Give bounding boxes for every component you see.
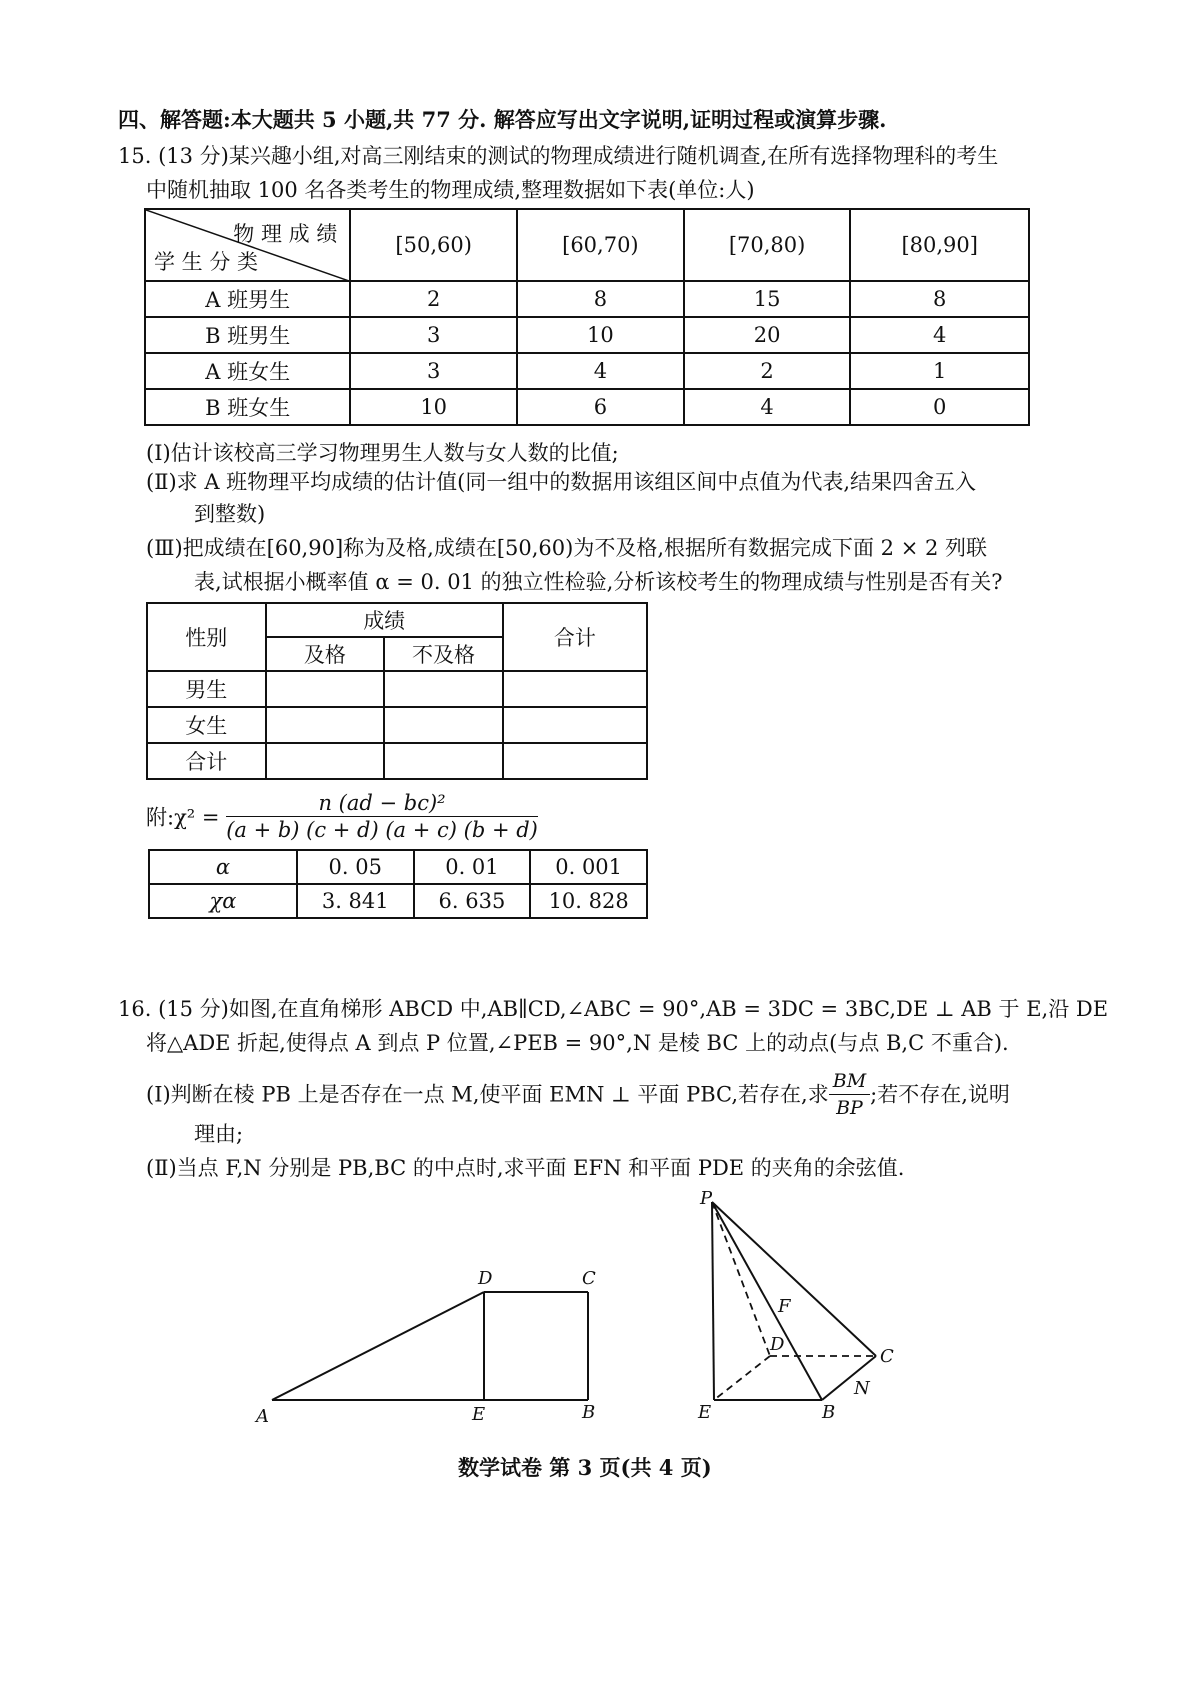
q16-part1 [146, 1068, 1010, 1121]
empty-cell [266, 707, 385, 743]
table-cell: 15 [684, 281, 851, 317]
edge-PC [712, 1202, 876, 1356]
table-corner-cell [145, 209, 350, 281]
label-C: C [582, 1268, 596, 1289]
row-label: 男生 [147, 671, 266, 707]
pass-header: 及格 [266, 637, 385, 671]
table-cell: 1 [850, 353, 1029, 389]
column-header: [60,70) [517, 209, 684, 281]
table-cell: 2 [350, 281, 517, 317]
edge-AD [272, 1292, 484, 1400]
alpha-value: 0. 01 [414, 850, 531, 884]
edge-PD [712, 1202, 770, 1356]
row-label: 合计 [147, 743, 266, 779]
corner-top-label: 物 理 成 绩 [233, 222, 338, 246]
chi-value: 10. 828 [530, 884, 647, 918]
label-A: A [256, 1406, 269, 1427]
q16-part1-tail: ;若不存在,说明 [870, 1082, 1010, 1107]
total-header: 合计 [503, 603, 647, 671]
table-row [147, 743, 647, 779]
table-cell: 4 [517, 353, 684, 389]
label-B: B [582, 1402, 596, 1423]
table-cell: 2 [684, 353, 851, 389]
critical-value-table [148, 849, 648, 919]
label-P: P [700, 1188, 713, 1209]
edge-PE [712, 1202, 714, 1400]
fail-header: 不及格 [384, 637, 503, 671]
table-row [145, 281, 1029, 317]
column-header: [80,90] [850, 209, 1029, 281]
table-cell: 0 [850, 389, 1029, 425]
q15-line1: 15. (13 分)某兴趣小组,对高三刚结束的测试的物理成绩进行随机调查,在所有选择物理科的考生 [118, 144, 999, 168]
ratio-fraction [829, 1068, 870, 1121]
q16-line2: 将△ADE 折起,使得点 A 到点 P 位置,∠PEB = 90°,N 是棱 BC 上的动点(与点 B,C 不重合). [146, 1031, 1009, 1055]
empty-cell [266, 671, 385, 707]
formula-numerator: n (ad − bc)² [226, 790, 538, 817]
empty-cell [503, 743, 647, 779]
corner-bottom-label: 学 生 分 类 [154, 250, 259, 274]
table-cell: 3 [350, 317, 517, 353]
empty-cell [384, 707, 503, 743]
score-distribution-table [144, 208, 1030, 426]
empty-cell [503, 707, 647, 743]
row-label: 女生 [147, 707, 266, 743]
trapezoid-figure [240, 1260, 620, 1430]
table-row [147, 671, 647, 707]
chi-value: 6. 635 [414, 884, 531, 918]
table-cell: 6 [517, 389, 684, 425]
alpha-label: α [149, 850, 297, 884]
chi-value: 3. 841 [297, 884, 414, 918]
table-row [145, 353, 1029, 389]
edge-DE [714, 1356, 770, 1400]
row-label: B 班女生 [145, 389, 350, 425]
table-cell: 20 [684, 317, 851, 353]
table-cell: 8 [850, 281, 1029, 317]
table-row [147, 707, 647, 743]
q15-part3-line2: 表,试根据小概率值 α = 0. 01 的独立性检验,分析该校考生的物理成绩与性别是否有关? [194, 570, 1003, 594]
pyramid-figure [680, 1186, 920, 1426]
q16-part1-line2: 理由; [194, 1122, 244, 1146]
gender-header: 性别 [147, 603, 266, 671]
table-cell: 4 [684, 389, 851, 425]
table-cell: 3 [350, 353, 517, 389]
empty-cell [503, 671, 647, 707]
section-heading: 四、解答题:本大题共 5 小题,共 77 分. 解答应写出文字说明,证明过程或演算步骤. [118, 107, 887, 132]
q15-part3-line1: (Ⅲ)把成绩在[60,90]称为及格,成绩在[50,60)为不及格,根据所有数据完成下面 2 × 2 列联 [146, 536, 988, 560]
chi-label: χα [149, 884, 297, 918]
q16-part1-text: (Ⅰ)判断在棱 PB 上是否存在一点 M,使平面 EMN ⊥ 平面 PBC,若存在,求 [146, 1082, 829, 1107]
q15-part2-line1: (Ⅱ)求 A 班物理平均成绩的估计值(同一组中的数据用该组区间中点值为代表,结果四舍五入 [146, 470, 977, 494]
table-cell: 10 [350, 389, 517, 425]
table-row [145, 389, 1029, 425]
ratio-numerator: BM [829, 1068, 870, 1095]
label-E: E [698, 1402, 712, 1423]
q15-part1: (Ⅰ)估计该校高三学习物理男生人数与女人数的比值; [146, 441, 619, 465]
contingency-table [146, 602, 648, 780]
edge-PB [712, 1202, 822, 1400]
row-label: B 班男生 [145, 317, 350, 353]
label-N: N [854, 1378, 870, 1399]
formula-denominator: (a + b) (c + d) (a + c) (b + d) [226, 818, 538, 842]
score-header: 成绩 [266, 603, 503, 637]
label-F: F [778, 1296, 791, 1317]
column-header: [50,60) [350, 209, 517, 281]
label-E: E [472, 1404, 486, 1425]
empty-cell [384, 671, 503, 707]
table-cell: 10 [517, 317, 684, 353]
empty-cell [266, 743, 385, 779]
formula-prefix: 附:χ² = [146, 805, 220, 830]
label-D: D [770, 1334, 785, 1355]
label-B: B [822, 1402, 836, 1423]
q16-part2: (Ⅱ)当点 F,N 分别是 PB,BC 的中点时,求平面 EFN 和平面 PDE 的夹角的余弦值. [146, 1156, 905, 1180]
alpha-value: 0. 001 [530, 850, 647, 884]
q16-line1: 16. (15 分)如图,在直角梯形 ABCD 中,AB∥CD,∠ABC = 90°,AB = 3DC = 3BC,DE ⊥ AB 于 E,沿 DE [118, 997, 1109, 1021]
table-cell: 4 [850, 317, 1029, 353]
chi-square-formula [146, 790, 538, 843]
row-label: A 班男生 [145, 281, 350, 317]
ratio-denominator: BP [836, 1097, 863, 1119]
row-label: A 班女生 [145, 353, 350, 389]
label-C: C [880, 1346, 894, 1367]
q15-part2-line2: 到整数) [194, 502, 266, 526]
alpha-value: 0. 05 [297, 850, 414, 884]
q15-line2: 中随机抽取 100 名各类考生的物理成绩,整理数据如下表(单位:人) [146, 178, 755, 202]
label-D: D [478, 1268, 493, 1289]
column-header: [70,80) [684, 209, 851, 281]
page-footer: 数学试卷 第 3 页(共 4 页) [458, 1455, 712, 1480]
table-cell: 8 [517, 281, 684, 317]
empty-cell [384, 743, 503, 779]
table-row [145, 317, 1029, 353]
formula-fraction [226, 790, 538, 843]
